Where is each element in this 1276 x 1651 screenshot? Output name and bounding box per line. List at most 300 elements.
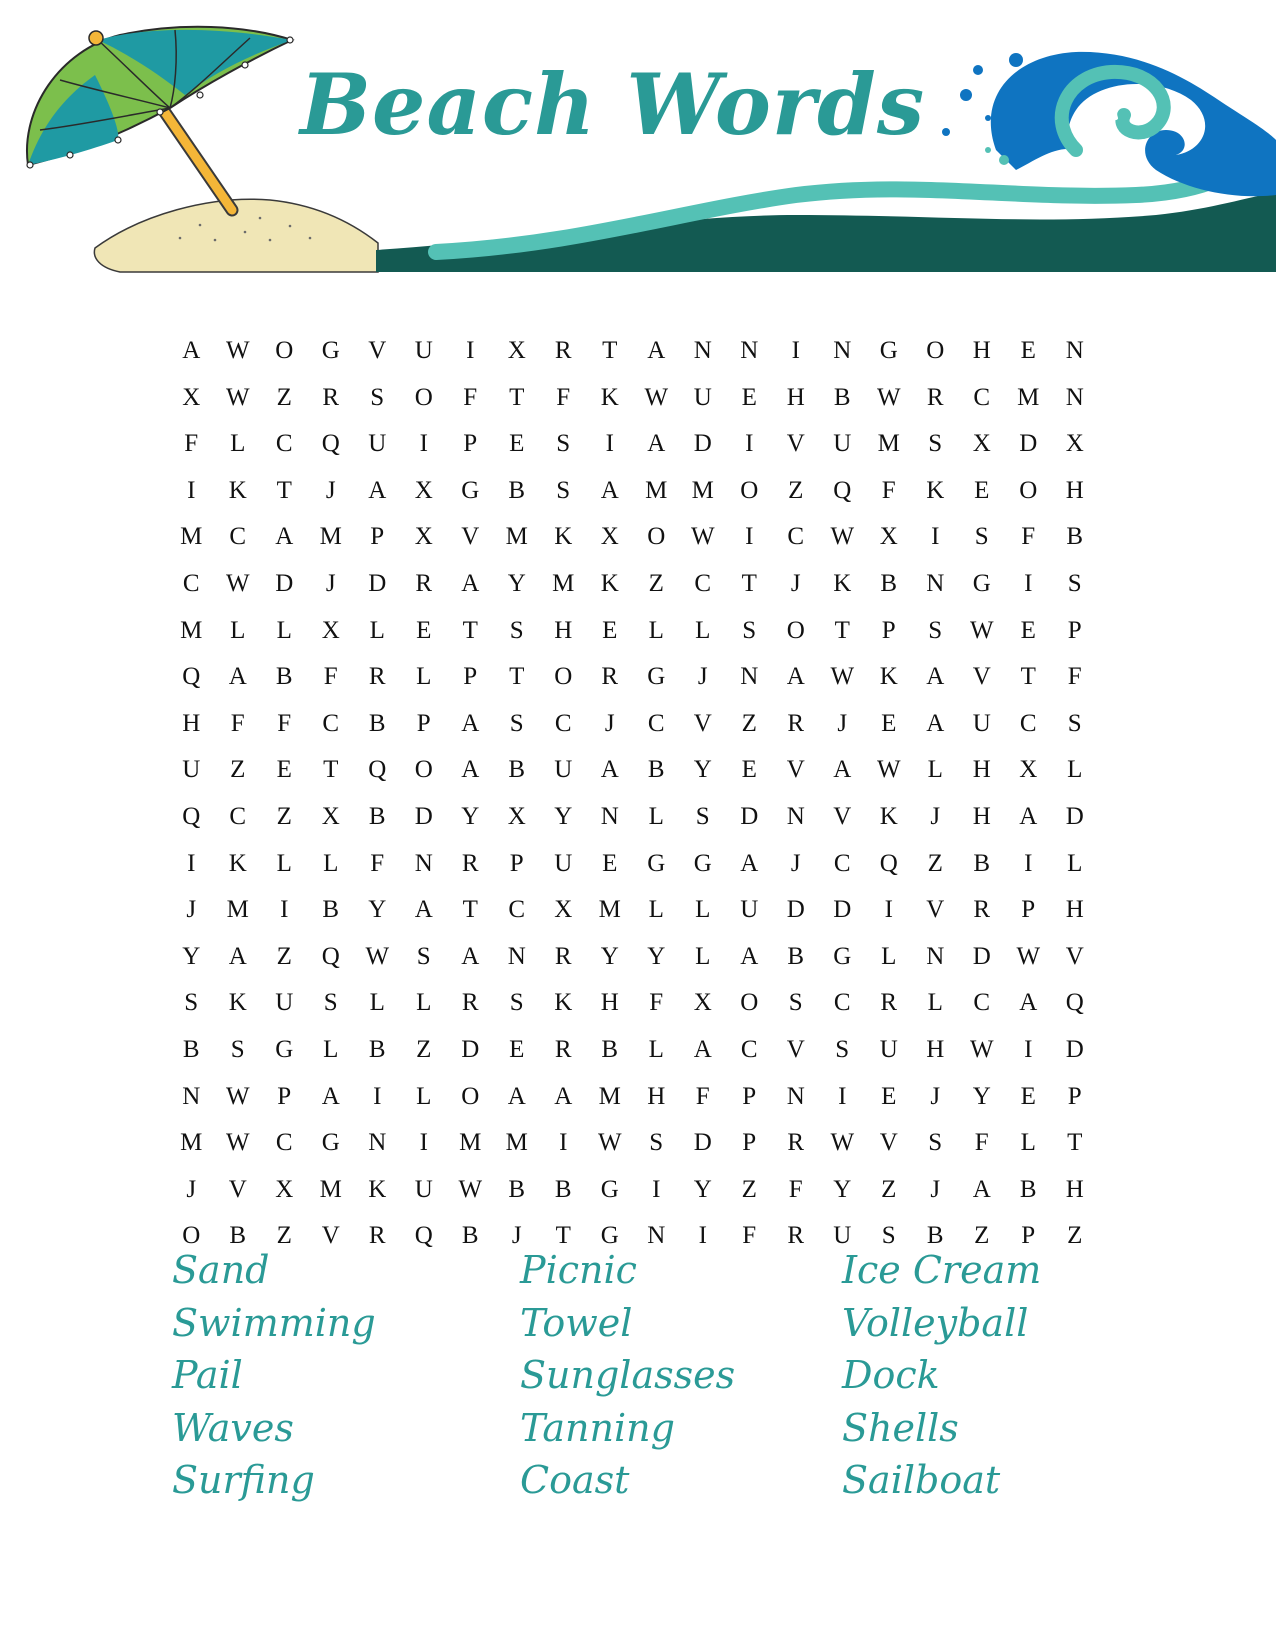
grid-letter: I	[931, 523, 940, 551]
grid-letter: W	[876, 756, 901, 784]
grid-letter: B	[322, 896, 340, 924]
grid-letter: X	[182, 383, 201, 411]
grid-letter: O	[740, 989, 759, 1017]
grid-letter: R	[787, 1222, 805, 1250]
grid-letter: C	[1019, 709, 1037, 737]
word-search-grid	[168, 328, 1098, 1260]
grid-letter: F	[1021, 523, 1036, 551]
grid-letter: G	[321, 337, 340, 364]
grid-letter: R	[322, 383, 340, 411]
grid-letter: L	[230, 616, 246, 644]
grid-letter: F	[370, 849, 385, 877]
grid-letter: A	[228, 663, 247, 691]
grid-letter: S	[928, 1129, 943, 1157]
grid-letter: B	[229, 1222, 247, 1250]
grid-letter: C	[973, 989, 991, 1017]
word-list-item: Surfing	[172, 1458, 315, 1502]
grid-letter: B	[787, 942, 805, 970]
grid-letter: G	[461, 476, 480, 504]
grid-letter: X	[507, 802, 526, 830]
grid-letter: X	[414, 523, 433, 551]
grid-letter: L	[323, 1035, 339, 1063]
grid-letter: U	[368, 430, 387, 458]
grid-letter: A	[647, 430, 666, 458]
word-list-item: Coast	[520, 1458, 630, 1502]
grid-letter: P	[370, 523, 385, 551]
grid-letter: I	[373, 1082, 382, 1110]
grid-letter: E	[1020, 337, 1036, 364]
grid-letter: Q	[182, 663, 201, 691]
grid-letter: A	[554, 1082, 573, 1110]
grid-letter: R	[601, 663, 619, 691]
grid-letter: S	[230, 1035, 245, 1063]
grid-letter: W	[225, 383, 250, 411]
grid-letter: P	[742, 1129, 757, 1157]
grid-letter: N	[507, 942, 526, 970]
grid-letter: U	[879, 1035, 898, 1063]
word-list-item: Volleyball	[842, 1300, 1029, 1345]
grid-letter: A	[414, 896, 433, 924]
grid-letter: F	[556, 383, 571, 411]
grid-letter: S	[370, 383, 385, 411]
grid-letter: L	[695, 896, 711, 924]
grid-letter: S	[416, 942, 431, 970]
grid-letter: I	[791, 337, 800, 364]
grid-letter: O	[740, 476, 759, 504]
grid-letter: F	[788, 1175, 803, 1203]
grid-letter: R	[461, 849, 479, 877]
grid-letter: U	[554, 849, 573, 877]
grid-letter: F	[323, 663, 338, 691]
grid-letter: A	[926, 709, 945, 737]
grid-letter: A	[600, 476, 619, 504]
grid-letter: J	[604, 709, 615, 737]
word-list-item: Ice Cream	[842, 1248, 1042, 1292]
grid-letter: B	[508, 1175, 526, 1203]
grid-letter: L	[416, 663, 432, 691]
grid-letter: O	[182, 1222, 201, 1250]
grid-letter: U	[414, 337, 433, 364]
grid-letter: I	[1024, 569, 1033, 597]
grid-letter: I	[698, 1222, 707, 1250]
grid-letter: H	[972, 337, 991, 364]
grid-letter: A	[461, 569, 480, 597]
grid-letter: E	[741, 756, 757, 784]
grid-letter: R	[880, 989, 898, 1017]
grid-letter: O	[554, 663, 573, 691]
grid-letter: U	[693, 383, 712, 411]
grid-letter: N	[1065, 337, 1084, 364]
grid-letter: V	[786, 756, 805, 784]
grid-letter: J	[790, 569, 801, 597]
grid-letter: L	[927, 989, 943, 1017]
grid-letter: E	[881, 709, 897, 737]
grid-letter: B	[833, 383, 851, 411]
grid-letter: D	[693, 430, 712, 458]
grid-letter: A	[972, 1175, 991, 1203]
grid-letter: L	[648, 616, 664, 644]
grid-letter: W	[969, 616, 994, 644]
grid-letter: R	[554, 1035, 572, 1063]
grid-letter: J	[790, 849, 801, 877]
grid-letter: Y	[693, 756, 712, 784]
grid-letter: V	[879, 1129, 898, 1157]
grid-letter: A	[833, 756, 852, 784]
grid-letter: M	[180, 1129, 203, 1157]
grid-letter: X	[1065, 430, 1084, 458]
grid-letter: U	[972, 709, 991, 737]
grid-letter: T	[276, 476, 292, 504]
grid-letter: K	[600, 569, 619, 597]
word-list-item: Sunglasses	[520, 1353, 736, 1397]
grid-letter: W	[225, 1129, 250, 1157]
grid-letter: W	[458, 1175, 483, 1203]
grid-letter: A	[228, 942, 247, 970]
grid-letter: C	[229, 802, 247, 830]
grid-letter: X	[693, 989, 712, 1017]
grid-letter: X	[879, 523, 898, 551]
grid-letter: B	[554, 1175, 572, 1203]
grid-letter: I	[745, 523, 754, 551]
grid-letter: L	[695, 942, 711, 970]
grid-letter: F	[742, 1222, 757, 1250]
grid-letter: U	[740, 896, 759, 924]
grid-letter: W	[830, 1129, 855, 1157]
grid-letter: M	[1017, 383, 1040, 411]
grid-letter: U	[414, 1175, 433, 1203]
grid-letter: V	[368, 337, 387, 364]
grid-letter: R	[926, 383, 944, 411]
grid-letter: E	[1020, 616, 1036, 644]
grid-letter: K	[228, 989, 247, 1017]
grid-letter: H	[926, 1035, 945, 1063]
grid-letter: L	[416, 989, 432, 1017]
grid-letter: P	[1067, 616, 1082, 644]
grid-letter: B	[601, 1035, 619, 1063]
grid-letter: C	[508, 896, 526, 924]
grid-letter: G	[600, 1175, 619, 1203]
grid-letter: E	[974, 476, 990, 504]
grid-letter: Q	[833, 476, 852, 504]
header-banner	[0, 0, 1276, 290]
grid-letter: X	[321, 802, 340, 830]
grid-letter: K	[600, 383, 619, 411]
grid-letter: P	[742, 1082, 757, 1110]
grid-letter: C	[694, 569, 712, 597]
grid-letter: Y	[368, 896, 387, 924]
grid-letter: L	[276, 849, 292, 877]
grid-letter: I	[884, 896, 893, 924]
grid-letter: Z	[416, 1035, 432, 1063]
word-list-item: Swimming	[172, 1300, 376, 1345]
grid-letter: L	[369, 616, 385, 644]
grid-letter: T	[741, 569, 757, 597]
grid-letter: S	[742, 616, 757, 644]
grid-letter: T	[323, 756, 339, 784]
word-list-item: Shells	[842, 1405, 959, 1450]
grid-letter: Z	[927, 849, 943, 877]
grid-letter: S	[835, 1035, 850, 1063]
grid-letter: X	[414, 476, 433, 504]
grid-letter: L	[1067, 756, 1083, 784]
grid-letter: J	[930, 1082, 941, 1110]
grid-letter: G	[647, 663, 666, 691]
grid-letter: D	[414, 802, 433, 830]
grid-letter: A	[926, 663, 945, 691]
grid-letter: S	[928, 616, 943, 644]
grid-letter: W	[225, 569, 250, 597]
grid-letter: G	[321, 1129, 340, 1157]
grid-letter: L	[881, 942, 897, 970]
grid-letter: I	[1024, 849, 1033, 877]
grid-letter: D	[972, 942, 991, 970]
grid-letter: W	[1016, 942, 1041, 970]
grid-letter: Z	[741, 1175, 757, 1203]
grid-letter: I	[652, 1175, 661, 1203]
grid-letter: E	[602, 616, 618, 644]
grid-letter: D	[1019, 430, 1038, 458]
grid-letter: O	[647, 523, 666, 551]
grid-letter: N	[182, 1082, 201, 1110]
grid-letter: L	[648, 802, 664, 830]
grid-letter: F	[277, 709, 292, 737]
grid-letter: J	[511, 1222, 522, 1250]
grid-letter: A	[740, 942, 759, 970]
grid-letter: H	[1065, 896, 1084, 924]
grid-letter: U	[275, 989, 294, 1017]
grid-letter: V	[972, 663, 991, 691]
grid-letter: Z	[1067, 1222, 1083, 1250]
grid-letter: A	[600, 756, 619, 784]
grid-letter: L	[927, 756, 943, 784]
grid-letter: B	[461, 1222, 479, 1250]
grid-letter: A	[786, 663, 805, 691]
grid-letter: L	[1020, 1129, 1036, 1157]
grid-letter: O	[275, 337, 294, 364]
grid-letter: L	[323, 849, 339, 877]
grid-letter: T	[834, 616, 850, 644]
grid-letter: G	[879, 337, 898, 364]
grid-letter: P	[416, 709, 431, 737]
grid-letter: J	[930, 802, 941, 830]
grid-letter: B	[275, 663, 293, 691]
grid-letter: X	[554, 896, 573, 924]
grid-letter: G	[275, 1035, 294, 1063]
grid-letter: C	[647, 709, 665, 737]
grid-letter: E	[881, 1082, 897, 1110]
grid-letter: P	[1067, 1082, 1082, 1110]
grid-letter: I	[559, 1129, 568, 1157]
word-list-item: Waves	[172, 1405, 294, 1450]
grid-letter: S	[649, 1129, 664, 1157]
grid-letter: W	[690, 523, 715, 551]
grid-letter: P	[463, 663, 478, 691]
grid-letter: P	[463, 430, 478, 458]
word-list-item: Pail	[172, 1353, 243, 1397]
grid-letter: F	[649, 989, 664, 1017]
grid-letter: V	[926, 896, 945, 924]
grid-letter: A	[321, 1082, 340, 1110]
grid-letter: Y	[182, 942, 201, 970]
grid-letter: B	[1019, 1175, 1037, 1203]
grid-letter: C	[833, 849, 851, 877]
grid-letter: R	[415, 569, 433, 597]
grid-letter: B	[508, 476, 526, 504]
grid-letter: K	[926, 476, 945, 504]
grid-letter: Z	[276, 942, 292, 970]
grid-letter: W	[225, 1082, 250, 1110]
grid-letter: T	[462, 616, 478, 644]
grid-letter: F	[184, 430, 199, 458]
grid-letter: A	[275, 523, 294, 551]
grid-letter: Q	[321, 942, 340, 970]
grid-letter: V	[786, 430, 805, 458]
grid-letter: S	[509, 709, 524, 737]
grid-letter: S	[928, 430, 943, 458]
grid-letter: F	[974, 1129, 989, 1157]
grid-letter: Y	[461, 802, 480, 830]
grid-letter: N	[600, 802, 619, 830]
grid-letter: S	[509, 989, 524, 1017]
grid-letter: R	[973, 896, 991, 924]
grid-letter: E	[509, 430, 525, 458]
grid-letter: D	[275, 569, 294, 597]
grid-letter: O	[1019, 476, 1038, 504]
grid-letter: I	[419, 1129, 428, 1157]
grid-letter: F	[230, 709, 245, 737]
grid-letter: E	[1020, 1082, 1036, 1110]
grid-letter: N	[740, 337, 759, 364]
grid-letter: I	[280, 896, 289, 924]
grid-letter: T	[509, 663, 525, 691]
grid-letter: N	[414, 849, 433, 877]
grid-letter: B	[647, 756, 665, 784]
grid-letter: S	[974, 523, 989, 551]
grid-letter: A	[1019, 989, 1038, 1017]
grid-letter: O	[786, 616, 805, 644]
grid-letter: L	[648, 1035, 664, 1063]
grid-letter: D	[693, 1129, 712, 1157]
grid-letter: F	[1067, 663, 1082, 691]
grid-letter: C	[275, 1129, 293, 1157]
grid-letter: K	[368, 1175, 387, 1203]
grid-letter: W	[365, 942, 390, 970]
grid-letter: L	[1067, 849, 1083, 877]
grid-letter: C	[740, 1035, 758, 1063]
grid-letter: H	[1065, 1175, 1084, 1203]
grid-letter: E	[602, 849, 618, 877]
grid-letter: A	[740, 849, 759, 877]
grid-letter: H	[1065, 476, 1084, 504]
grid-letter: V	[786, 1035, 805, 1063]
grid-letter: Q	[182, 802, 201, 830]
word-list-item: Picnic	[520, 1248, 637, 1292]
grid-letter: R	[554, 337, 572, 364]
grid-letter: Y	[554, 802, 573, 830]
grid-letter: S	[1067, 569, 1082, 597]
grid-letter: M	[505, 523, 528, 551]
grid-letter: M	[459, 1129, 482, 1157]
grid-letter: Z	[741, 709, 757, 737]
grid-letter: B	[182, 1035, 200, 1063]
grid-letter: S	[556, 476, 571, 504]
grid-letter: B	[508, 756, 526, 784]
grid-letter: C	[182, 569, 200, 597]
grid-letter: D	[740, 802, 759, 830]
grid-letter: P	[881, 616, 896, 644]
grid-letter: P	[1021, 1222, 1036, 1250]
grid-letter: X	[275, 1175, 294, 1203]
grid-letter: N	[647, 1222, 666, 1250]
grid-letter: N	[786, 1082, 805, 1110]
grid-letter: Q	[414, 1222, 433, 1250]
grid-letter: Q	[321, 430, 340, 458]
grid-letter: Z	[788, 476, 804, 504]
grid-letter: K	[833, 569, 852, 597]
grid-letter: Q	[879, 849, 898, 877]
word-list-item: Sand	[172, 1248, 270, 1292]
grid-letter: N	[926, 942, 945, 970]
grid-letter: S	[184, 989, 199, 1017]
grid-letter: V	[228, 1175, 247, 1203]
grid-letter: W	[876, 383, 901, 411]
grid-letter: T	[555, 1222, 571, 1250]
grid-letter: V	[833, 802, 852, 830]
grid-letter: G	[833, 942, 852, 970]
grid-letter: F	[695, 1082, 710, 1110]
grid-letter: H	[182, 709, 201, 737]
grid-letter: B	[368, 1035, 386, 1063]
grid-letter: W	[830, 663, 855, 691]
grid-letter: D	[461, 1035, 480, 1063]
grid-letter: D	[1065, 802, 1084, 830]
grid-letter: M	[877, 430, 900, 458]
grid-letter: M	[180, 523, 203, 551]
grid-letter: G	[647, 849, 666, 877]
grid-letter: C	[322, 709, 340, 737]
grid-letter: H	[554, 616, 573, 644]
grid-letter: B	[880, 569, 898, 597]
grid-letter: S	[323, 989, 338, 1017]
grid-letter: C	[787, 523, 805, 551]
grid-letter: B	[973, 849, 991, 877]
grid-letter: R	[461, 989, 479, 1017]
grid-letter: L	[695, 616, 711, 644]
grid-letter: D	[833, 896, 852, 924]
grid-letter: H	[972, 756, 991, 784]
grid-letter: N	[786, 802, 805, 830]
grid-letter: H	[600, 989, 619, 1017]
grid-letter: M	[645, 476, 668, 504]
grid-letter: Y	[972, 1082, 991, 1110]
grid-letter: P	[1021, 896, 1036, 924]
grid-letter: M	[691, 476, 714, 504]
grid-letter: P	[277, 1082, 292, 1110]
grid-letter: H	[972, 802, 991, 830]
grid-letter: I	[187, 476, 196, 504]
grid-letter: I	[745, 430, 754, 458]
grid-letter: B	[368, 709, 386, 737]
grid-letter: L	[369, 989, 385, 1017]
grid-letter: I	[466, 337, 475, 364]
grid-letter: R	[554, 942, 572, 970]
grid-letter: N	[833, 337, 852, 364]
grid-letter: R	[787, 1129, 805, 1157]
grid-letter: N	[693, 337, 712, 364]
grid-letter: R	[368, 1222, 386, 1250]
grid-letter: B	[368, 802, 386, 830]
grid-letter: D	[368, 569, 387, 597]
